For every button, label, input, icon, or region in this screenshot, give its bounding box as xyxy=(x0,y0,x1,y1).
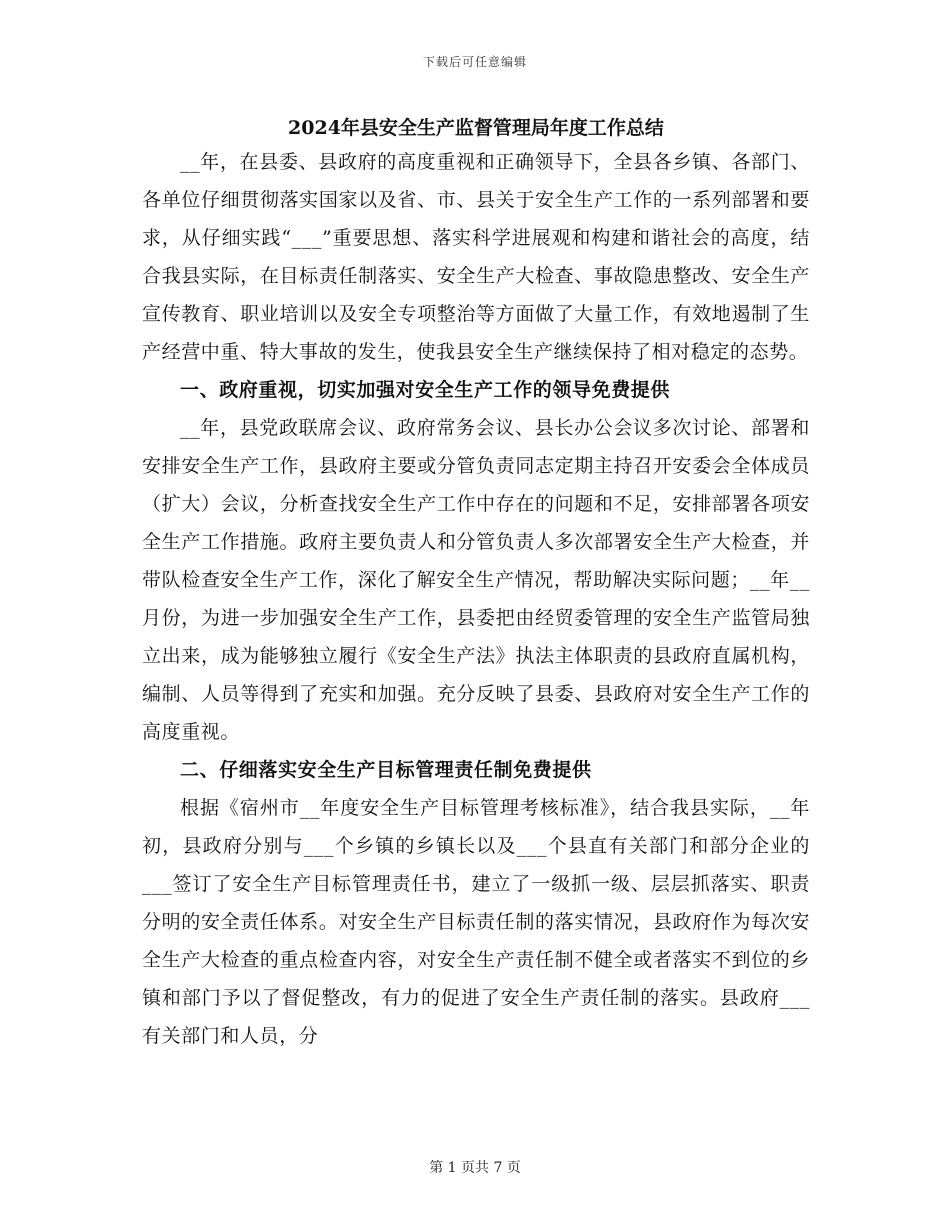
section-2-paragraph: 根据《宿州市__年度安全生产目标管理考核标准》，结合我县实际，__年初，县政府分别与___个乡镇的乡镇长以及___个县直有关部门和部分企业的___签订了安全生产目标管理责任书，建立了一级抓一级、层层抓落实、职责分明的安全责任体系。对安全生产目标责任制的落实情况，县政府作为每次安全生产大检查的重点检查内容，对安全生产责任制不健全或者落实不到位的乡镇和部门予以了督促整改，有力的促进了安全生产责任制的落实。县政府___有关部门和人员，分 xyxy=(142,797,810,1047)
section-1-heading: 一、政府重视，切实加强对安全生产工作的领导免费提供 xyxy=(180,379,671,401)
document-body xyxy=(142,113,810,1055)
document-title: 2024年县安全生产监督管理局年度工作总结 xyxy=(288,117,664,139)
header-note: 下载后可任意编辑 xyxy=(422,55,527,69)
section-1-paragraph: __年，县党政联席会议、政府常务会议、县长办公会议多次讨论、部署和安排安全生产工作，县政府主要或分管负责同志定期主持召开安委会全体成员（扩大）会议，分析查找安全生产工作中存在的问题和不足，安排部署各项安全生产工作措施。政府主要负责人和分管负责人多次部署安全生产大检查，并带队检查安全生产工作，深化了解安全生产情况，帮助解决实际问题；__年__月份，为进一步加强安全生产工作，县委把由经贸委管理的安全生产监管局独立出来，成为能够独立履行《安全生产法》执法主体职责的县政府直属机构，编制、人员等得到了充实和加强。充分反映了县委、县政府对安全生产工作的高度重视。 xyxy=(142,417,810,743)
intro-paragraph: __年，在县委、县政府的高度重视和正确领导下，全县各乡镇、各部门、各单位仔细贯彻落实国家以及省、市、县关于安全生产工作的一系列部署和要求，从仔细实践“___”重要思想、落实科学进展观和构建和谐社会的高度，结合我县实际，在目标责任制落实、安全生产大检查、事故隐患整改、安全生产宣传教育、职业培训以及安全专项整治等方面做了大量工作，有效地遏制了生产经营中重、特大事故的发生，使我县安全生产继续保持了相对稳定的态势。 xyxy=(142,151,810,363)
page-footer: 第 1 页共 7 页 xyxy=(429,1160,521,1176)
section-2-heading: 二、仔细落实安全生产目标管理责任制免费提供 xyxy=(180,759,592,781)
